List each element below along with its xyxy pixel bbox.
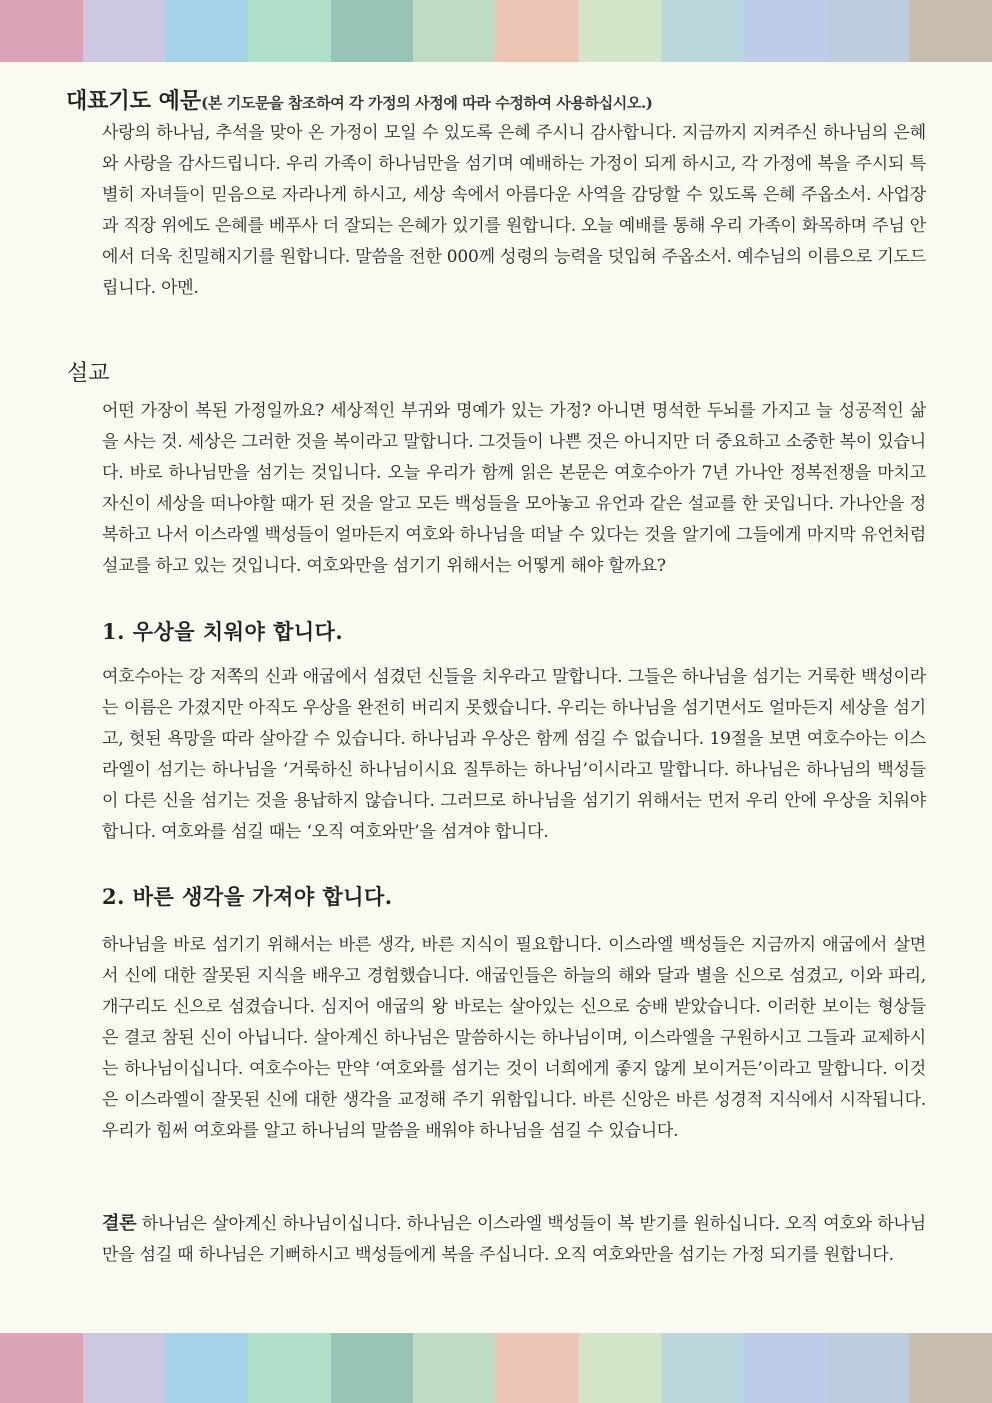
band-segment	[579, 0, 662, 62]
band-segment	[909, 0, 992, 62]
prayer-heading	[66, 84, 653, 115]
point2-title: 2. 바른 생각을 가져야 합니다.	[102, 884, 393, 909]
band-segment	[248, 0, 331, 62]
conclusion-body: 하나님은 살아계신 하나님이십니다. 하나님은 이스라엘 백성들이 복 받기를 원하십니다. 오직 여호와 하나님만을 섬길 때 하나님은 기뻐하시고 백성들에게 복을 주십니다. 오직 여호와만을 섬기는 가정 되기를 원합니다.	[102, 1214, 926, 1265]
prayer-note: (본 기도문을 참조하여 각 가정의 사정에 따라 수정하여 사용하십시오.)	[201, 94, 653, 112]
prayer-body: 사랑의 하나님, 추석을 맞아 온 가정이 모일 수 있도록 은혜 주시니 감사합니다. 지금까지 지켜주신 하나님의 은혜와 사랑을 감사드립니다. 우리 가족이 하나님만을 섬기며 예배하는 가정이 되게 하시고, 각 가정에 복을 주시되 특별히 자녀들이 믿음으로 자라나게 하시고, 세상 속에서 아름다운 사역을 감당할 수 있도록 은혜 주옵소서. 사업장과 직장 위에도 은혜를 베푸사 더 잘되는 은혜가 있기를 원합니다. 오늘 예배를 통해 우리 가족이 화목하며 주님 안에서 더욱 친밀해지기를 원합니다. 말씀을 전한 000께 성령의 능력을 덧입혀 주옵소서. 예수님의 이름으로 기도드립니다. 아멘.	[102, 123, 926, 298]
band-segment	[744, 1333, 827, 1403]
band-segment	[661, 0, 744, 62]
bottom-color-band	[0, 1333, 992, 1403]
band-segment	[165, 1333, 248, 1403]
conclusion-label: 결론	[102, 1213, 137, 1234]
conclusion	[102, 1208, 926, 1271]
band-segment	[413, 1333, 496, 1403]
sermon-intro: 어떤 가장이 복된 가정일까요? 세상적인 부귀와 명예가 있는 가정? 아니면 명석한 두뇌를 가지고 늘 성공적인 삶을 사는 것. 세상은 그러한 것을 복이라고 말합니다. 그것들이 나쁜 것은 아니지만 더 중요하고 소중한 복이 있습니다. 바로 하나님만을 섬기는 것입니다. 오늘 우리가 함께 읽은 본문은 여호수아가 7년 가나안 정복전쟁을 마치고 자신이 세상을 떠나야할 때가 된 것을 알고 모든 백성들을 모아놓고 유언과 같은 설교를 한 곳입니다. 가나안을 정복하고 나서 이스라엘 백성들이 얼마든지 여호와 하나님을 떠날 수 있다는 것을 알기에 그들에게 마지막 유언처럼 설교를 하고 있는 것입니다. 여호와만을 섬기기 위해서는 어떻게 해야 할까요?	[102, 401, 926, 576]
band-segment	[0, 1333, 83, 1403]
band-segment	[496, 0, 579, 62]
band-segment	[248, 1333, 331, 1403]
band-segment	[331, 1333, 414, 1403]
top-color-band	[0, 0, 992, 62]
band-segment	[496, 1333, 579, 1403]
sermon-title: 설교	[67, 361, 110, 386]
band-segment	[83, 0, 166, 62]
band-segment	[331, 0, 414, 62]
point1-body: 여호수아는 강 저쪽의 신과 애굽에서 섬겼던 신들을 치우라고 말합니다. 그들은 하나님을 섬기는 거룩한 백성이라는 이름은 가졌지만 아직도 우상을 완전히 버리지 못했습니다. 우리는 하나님을 섬기면서도 얼마든지 세상을 섬기고, 헛된 욕망을 따라 살아갈 수 있습니다. 하나님과 우상은 함께 섬길 수 없습니다. 19절을 보면 여호수아는 이스라엘이 섬기는 하나님을 ‘거룩하신 하나님이시요 질투하는 하나님’이시라고 말합니다. 하나님은 하나님의 백성들이 다른 신을 섬기는 것을 용납하지 않습니다. 그러므로 하나님을 섬기기 위해서는 먼저 우리 안에 우상을 치워야 합니다. 여호와를 섬길 때는 ‘오직 여호와만’을 섬겨야 합니다.	[102, 667, 926, 842]
band-segment	[83, 1333, 166, 1403]
band-segment	[909, 1333, 992, 1403]
band-segment	[413, 0, 496, 62]
band-segment	[661, 1333, 744, 1403]
band-segment	[165, 0, 248, 62]
point2-body: 하나님을 바로 섬기기 위해서는 바른 생각, 바른 지식이 필요합니다. 이스라엘 백성들은 지금까지 애굽에서 살면서 신에 대한 잘못된 지식을 배우고 경험했습니다. 애굽인들은 하늘의 해와 달과 별을 신으로 섬겼고, 이와 파리, 개구리도 신으로 섬겼습니다. 심지어 애굽의 왕 바로는 살아있는 신으로 숭배 받았습니다. 이러한 보이는 형상들은 결코 참된 신이 아닙니다. 살아계신 하나님은 말씀하시는 하나님이며, 이스라엘을 구원하시고 그들과 교제하시는 하나님이십니다. 여호수아는 만약 ‘여호와를 섬기는 것이 너희에게 좋지 않게 보이거든’이라고 말합니다. 이것은 이스라엘이 잘못된 신에 대한 생각을 교정해 주기 위함입니다. 바른 신앙은 바른 성경적 지식에서 시작됩니다. 우리가 힘써 여호와를 알고 하나님의 말씀을 배워야 하나님을 섬길 수 있습니다.	[102, 935, 926, 1141]
band-segment	[579, 1333, 662, 1403]
point1-title: 1. 우상을 치워야 합니다.	[102, 619, 344, 644]
band-segment	[744, 0, 827, 62]
document-content	[0, 62, 992, 1333]
band-segment	[827, 1333, 910, 1403]
prayer-title: 대표기도 예문	[66, 89, 202, 114]
band-segment	[827, 0, 910, 62]
band-segment	[0, 0, 83, 62]
